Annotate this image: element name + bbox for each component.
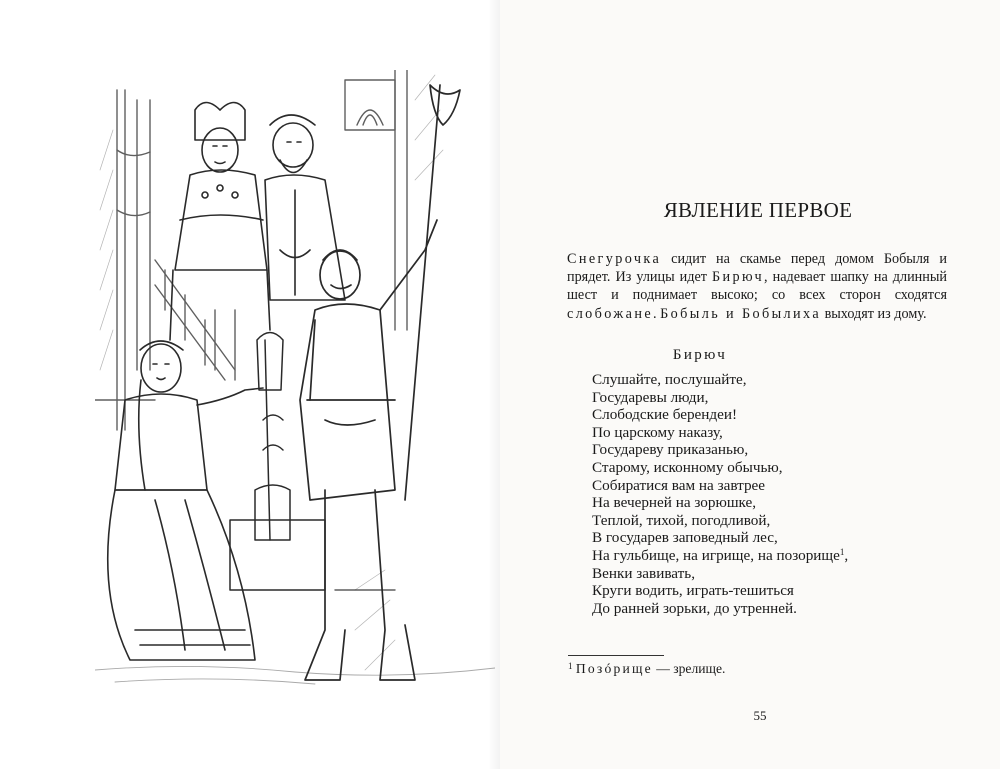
stage-direction-text: . (653, 305, 661, 322)
footnote (568, 661, 948, 677)
verse-line: Венки завивать, (592, 564, 696, 582)
footnote-reference[interactable]: 1 (839, 546, 845, 557)
verse-line-with-footnote: На гульбище, на игрище, на позорище$^1$, (592, 546, 849, 564)
verse-line: Собиратися вам на завтрее (592, 476, 766, 494)
old-man-figure (265, 115, 345, 300)
scene-heading: ЯВЛЕНИЕ ПЕРВОЕ (663, 198, 853, 222)
verse-line: До ранней зорьки, до утренней. (592, 599, 797, 617)
footnote-marker: 1 (568, 661, 573, 671)
verse-line: В государев заповедный лес, (592, 529, 778, 547)
stage-direction-bobyl: Бобыль и Бобылиха (660, 305, 822, 322)
verse-line: Круги водить, играть-тешиться (592, 582, 794, 600)
footnote-divider (568, 655, 664, 656)
stage-direction-biryuch: Бирюч (712, 269, 765, 286)
verse-line: Государевы люди, (592, 388, 709, 406)
verse-line-text: На гульбище, на игрище, на позорище (592, 546, 840, 564)
stage-direction (567, 250, 947, 323)
verse-line: На вечерней на зорюшке, (592, 494, 757, 512)
snegurochka-figure (108, 341, 263, 660)
house-background (95, 70, 407, 590)
stage-direction-text: , надевает шапку на длинный шест и поднимает высоко; со всех сторон сходятся (567, 269, 947, 304)
verse-line: По царскому наказу, (592, 423, 723, 441)
verse-line: Слободские берендеи! (592, 406, 738, 424)
spinning-distaff (230, 333, 325, 591)
verse-line: Теплой, тихой, погодливой, (592, 511, 771, 529)
verse-line: Старому, исконному обычью, (592, 458, 783, 476)
verse-block (592, 371, 952, 617)
verse-line: Слушайте, послушайте, (592, 371, 747, 388)
stage-direction-text: сидит на скамье перед домом Бобыля и прядет. Из улицы идет (567, 251, 947, 286)
speaker-name: Бирюч (672, 347, 728, 363)
verse-line: Государеву приказанью, (592, 441, 749, 459)
footnote-definition: — зрелище. (652, 661, 726, 676)
stage-direction-text: выходят из дому. (821, 305, 927, 322)
pencil-illustration (95, 70, 495, 690)
stage-direction-snegurochka: Снегурочка (567, 251, 662, 267)
page-number: 55 (753, 708, 767, 723)
stage-direction-sloboshane: слобожане (567, 305, 654, 322)
footnote-term: Позóрище (575, 661, 653, 676)
